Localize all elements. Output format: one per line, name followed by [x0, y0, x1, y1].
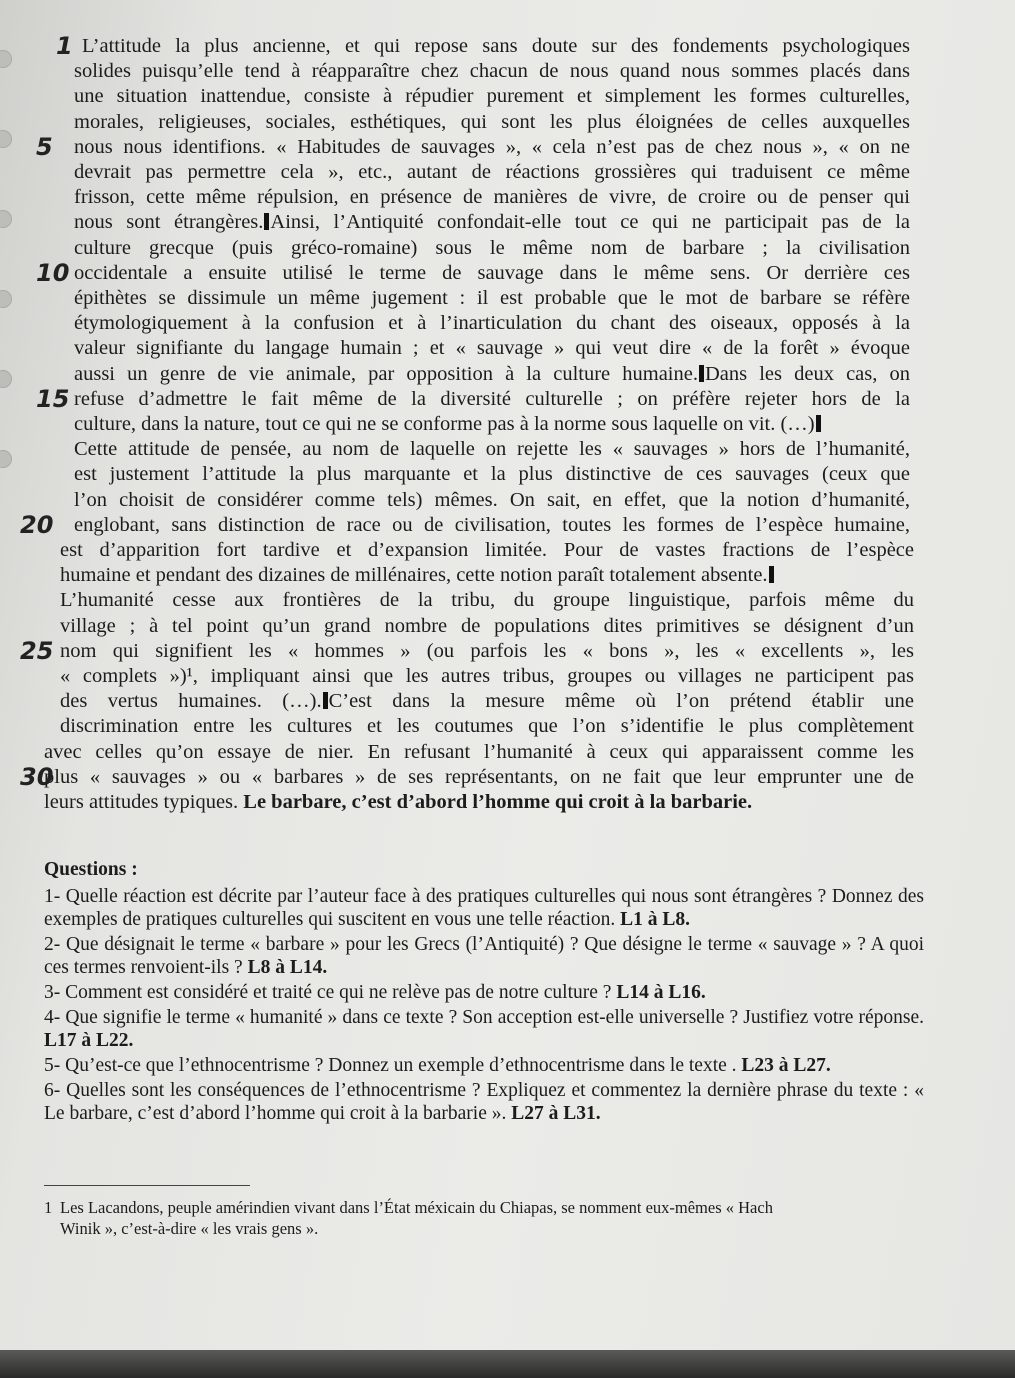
footnote-divider	[44, 1185, 250, 1186]
text-segment: Dans les deux cas, on	[704, 362, 910, 385]
question-text: 5- Qu’est-ce que l’ethnocentrisme ? Donnez un exemple d’ethnocentrisme dans le texte .	[44, 1055, 742, 1076]
line-number-15: 15	[36, 384, 70, 413]
line-number-5: 5	[36, 132, 53, 161]
text-line: valeur signifiante du langage humain ; et « sauvage » qui veut dire « de la forêt » évoque	[74, 337, 910, 360]
questions-title: Questions :	[44, 859, 138, 880]
text-line	[60, 689, 914, 713]
text-line: avec celles qu’on essaye de nier. En refusant l’humanité à ceux qui apparaissent comme les	[44, 740, 914, 763]
text-segment: culture, dans la nature, tout ce qui ne se conforme pas à la norme sous laquelle on vit. (…)	[74, 413, 815, 435]
text-segment: Ainsi, l’Antiquité confondait-elle tout ce qui ne participait pas de la	[270, 211, 911, 234]
text-line: frisson, cette même répulsion, en présence de manières de vivre, de croire ou de penser qui	[74, 186, 910, 209]
text-line: leurs attitudes typiques. Le barbare, c’est d’abord l’homme qui croit à la barbarie.	[44, 791, 753, 813]
text-line: occidentale a ensuite utilisé le terme de sauvage dans le même sens. Or derrière ces	[74, 261, 910, 284]
text-line: englobant, sans distinction de race ou de civilisation, toutes les formes de l’espèce humaine,	[74, 513, 910, 536]
question-item	[44, 981, 924, 1004]
text-line: est d’apparition fort tardive et d’expansion limitée. Pour de vastes fractions de l’espèce	[60, 539, 914, 561]
text-segment: des vertus humaines. (…).	[60, 690, 322, 713]
question-item	[44, 885, 924, 931]
question-item	[44, 1006, 924, 1052]
desk-surface	[0, 1350, 1015, 1378]
text-line: plus « sauvages » ou « barbares » de ses représentants, on ne fait que leur emprunter une de	[44, 765, 914, 788]
text-line: une situation inattendue, consiste à répudier purement et simplement les formes culturelles,	[74, 85, 910, 108]
text-line: solides puisqu’elle tend à réapparaître chez chacun de nous quand nous sommes placés dans	[74, 60, 910, 83]
question-line-ref: L8 à L14.	[247, 957, 328, 978]
footnote	[44, 1197, 874, 1239]
text-line	[60, 563, 914, 587]
highlight-mark	[323, 692, 328, 709]
highlight-mark	[816, 415, 821, 432]
text-line: L’humanité cesse aux frontières de la tribu, du groupe linguistique, parfois même du	[60, 589, 914, 612]
text-segment: aussi un genre de vie animale, par opposition à la culture humaine.	[74, 362, 698, 385]
text-line: devrait pas permettre cela », etc., autant de réactions grossières qui traduisent ce même	[74, 161, 910, 183]
highlight-mark	[769, 566, 774, 583]
binder-holes	[0, 40, 14, 540]
text-segment: C’est dans la mesure même où l’on prétend établir une	[328, 690, 914, 713]
question-line-ref: L14 à L16.	[616, 982, 706, 1003]
footnote-number: 1	[44, 1198, 53, 1217]
text-line: nom qui signifient les « hommes » (ou parfois les « bons », les « excellents », les	[60, 639, 914, 662]
question-text: 6- Quelles sont les conséquences de l’ethnocentrisme ? Expliquez et commentez la dernière phrase du texte : « Le barbare, c’est d’abord l’homme qui croit à la barbarie ».	[44, 1080, 924, 1124]
text-line: Cette attitude de pensée, au nom de laquelle on rejette les « sauvages » hors de l’humanité,	[74, 438, 910, 461]
text-line: refuse d’admettre le fait même de la diversité culturelle ; on préfère rejeter hors de la	[74, 387, 910, 410]
text-line: morales, religieuses, sociales, esthétiques, qui sont les plus éloignées de celles auxquelles	[74, 110, 910, 133]
text-line	[74, 412, 910, 436]
questions-section	[44, 858, 924, 1127]
question-text: 2- Que désignait le terme « barbare » pour les Grecs (l’Antiquité) ? Que désigne le terme « sauvage » ? A quoi ces termes renvoient-ils ?	[44, 934, 924, 978]
line-number-1: 1	[56, 32, 73, 60]
question-line-ref: L1 à L8.	[620, 909, 691, 930]
question-line-ref: L23 à L27.	[741, 1055, 831, 1076]
highlight-mark	[264, 213, 269, 230]
text-line: étymologiquement à la confusion et à l’inarticulation du chant des oiseaux, opposés à la	[74, 312, 910, 335]
question-line-ref: L27 à L31.	[511, 1103, 601, 1124]
closing-sentence: Le barbare, c’est d’abord l’homme qui croit à la barbarie.	[243, 791, 753, 813]
question-item	[44, 1079, 924, 1125]
text-line: village ; à tel point qu’un grand nombre de populations dites primitives se désignent d’un	[60, 614, 914, 637]
text-line: discrimination entre les cultures et les coutumes que l’on s’identifie le plus complètement	[60, 715, 914, 738]
text-line	[74, 362, 910, 386]
text-line: nous nous identifions. « Habitudes de sauvages », « cela n’est pas de chez nous », « on ne	[74, 135, 910, 158]
footnote-line-2: Winik », c’est-à-dire « les vrais gens ».	[60, 1219, 319, 1238]
question-text: 1- Quelle réaction est décrite par l’auteur face à des pratiques culturelles qui nous sont étrangères ? Donnez des exemples de pratiques culturelles qui suscitent en vous une telle réaction.	[44, 886, 924, 930]
text-line: « complets »)¹, impliquant ainsi que les autres tribus, groupes ou villages ne participent pas	[60, 665, 914, 687]
text-line	[74, 210, 910, 234]
question-text: 3- Comment est considéré et traité ce qui ne relève pas de notre culture ?	[44, 982, 617, 1003]
question-item	[44, 1054, 924, 1077]
text-line: épithètes se dissimule un même jugement : il est probable que le mot de barbare se réfère	[74, 287, 910, 309]
highlight-mark	[699, 365, 704, 382]
text-segment: humaine et pendant des dizaines de millénaires, cette notion paraît totalement absente.	[60, 564, 768, 587]
text-line: l’on choisit de considérer comme tels) mêmes. On sait, en effet, que la notion d’humanité,	[74, 488, 910, 511]
text-segment: nous sont étrangères.	[74, 211, 264, 234]
footnote-line-1: Les Lacandons, peuple amérindien vivant dans l’État méxicain du Chiapas, se nomment eux-mêmes « Hach	[60, 1198, 773, 1217]
text-line: culture grecque (puis gréco-romaine) sous le même nom de barbare ; la civilisation	[74, 236, 910, 259]
text-line: L’attitude la plus ancienne, et qui repose sans doute sur des fondements psychologiques	[82, 35, 910, 57]
question-text: 4- Que signifie le terme « humanité » dans ce texte ? Son acception est-elle universelle ? Justifiez votre réponse.	[44, 1007, 924, 1028]
line-number-20: 20	[20, 510, 54, 539]
question-line-ref: L17 à L22.	[44, 1030, 134, 1051]
line-number-30: 30	[20, 762, 54, 791]
line-number-10: 10	[36, 258, 70, 287]
text-line: est justement l’attitude la plus marquante et la plus distinctive de ces sauvages (ceux que	[74, 463, 910, 486]
line-number-25: 25	[20, 636, 54, 665]
question-item	[44, 933, 924, 979]
